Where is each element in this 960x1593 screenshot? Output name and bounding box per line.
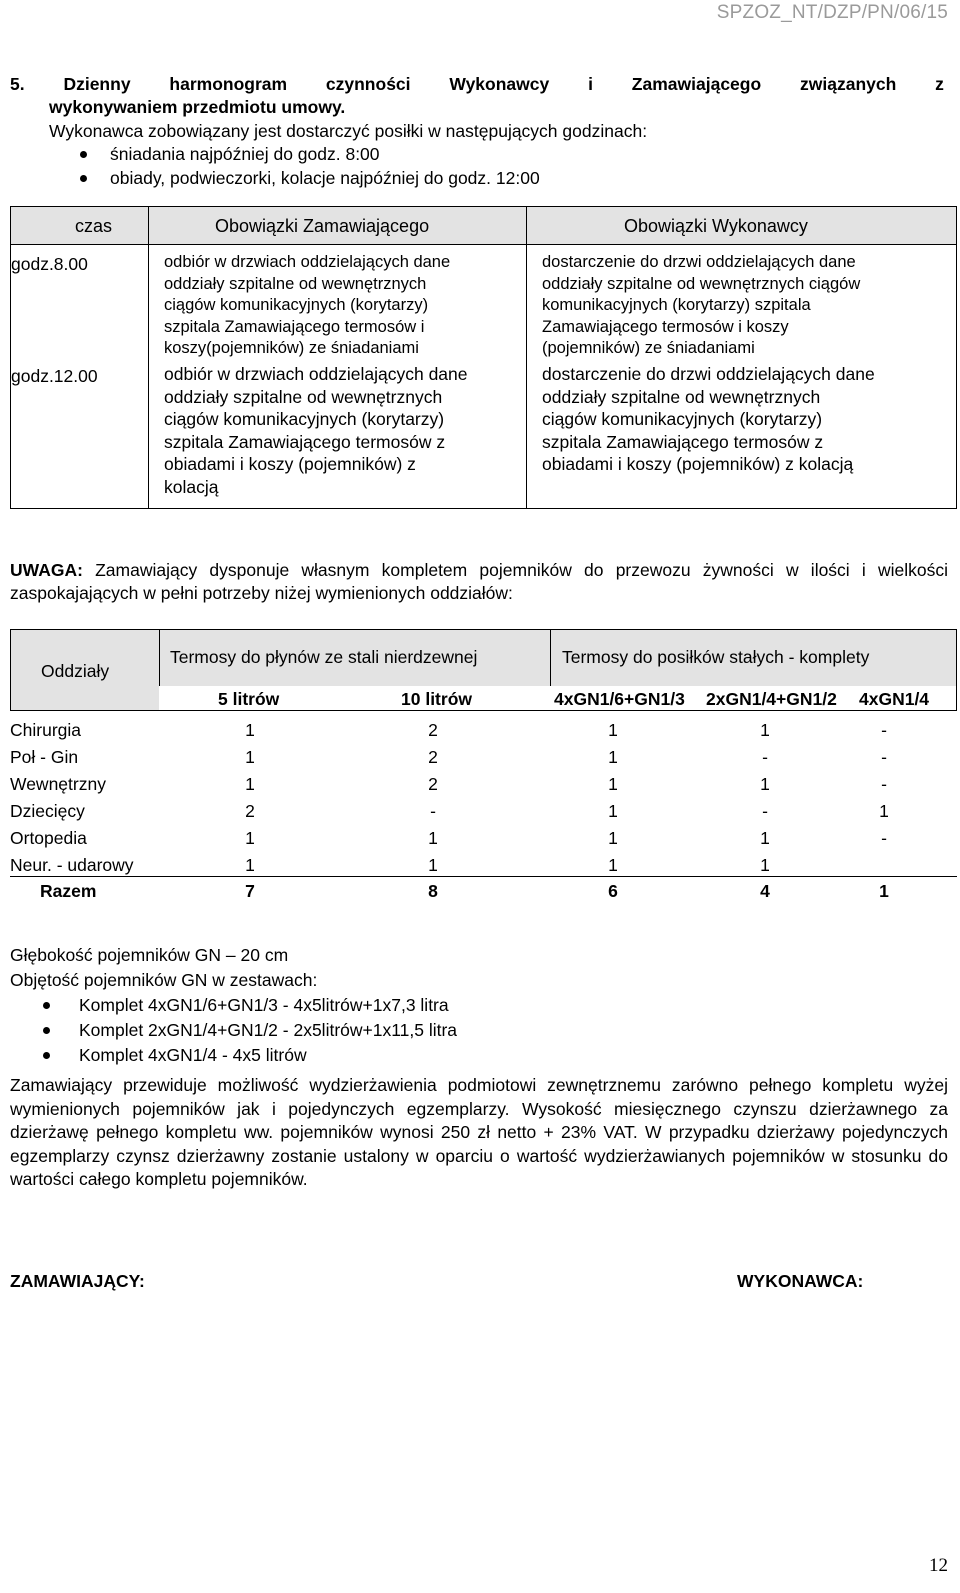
duty-line: komunikacyjnych (korytarzy) szpitala [542, 296, 811, 314]
header-time: czas [75, 216, 113, 236]
list-item-text: śniadania najpóźniej do godz. 8:00 [110, 144, 380, 164]
cell-value: 1 [608, 855, 618, 875]
total-value: 1 [879, 881, 889, 901]
row-name: Poł - Gin [10, 747, 79, 767]
total-value: 4 [760, 881, 770, 901]
duty-line: Zamawiającego termosów i koszy [542, 317, 789, 336]
cell-value: 2 [428, 720, 438, 740]
row-contractor-duties [542, 363, 875, 476]
duty-line: obiadami i koszy (pojemników) z [164, 454, 416, 474]
duty-line: koszy(pojemników) ze śniadaniami [164, 339, 419, 357]
cell-value: 1 [608, 801, 618, 821]
cell-value: 1 [245, 774, 255, 794]
bullet-icon [43, 1002, 50, 1009]
bullet-icon [43, 1052, 50, 1059]
title-word: Zamawiającego [631, 74, 762, 94]
total-value: 8 [428, 881, 438, 901]
section-title-line2: wykonywaniem przedmiotu umowy. [49, 97, 346, 117]
list-item [79, 1044, 307, 1067]
cell-value: 1 [245, 855, 255, 875]
cell-value: 1 [608, 774, 618, 794]
duty-line: ciągów komunikacyjnych (korytarzy) [164, 409, 445, 429]
document-code: SPZOZ_NT/DZP/PN/06/15 [716, 2, 948, 23]
subheader-5l: 5 litrów [218, 689, 280, 709]
title-word: 5. [10, 74, 25, 94]
row-name: Dziecięcy [10, 801, 85, 821]
column-divider [148, 207, 149, 508]
cell-value: 1 [760, 828, 770, 848]
cell-value: - [881, 828, 887, 848]
cell-value: 1 [608, 828, 618, 848]
list-item [110, 167, 540, 190]
list-item-text: Komplet 2xGN1/4+GN1/2 - 2x5litrów+1x11,5 litra [79, 1020, 458, 1040]
subheader-gn-b: 2xGN1/4+GN1/2 [706, 689, 837, 709]
row-name: Chirurgia [10, 720, 81, 740]
cell-value: - [762, 801, 768, 821]
column-divider [526, 207, 527, 508]
duty-line: ciągów komunikacyjnych (korytarzy) [542, 409, 823, 429]
cell-value: 1 [879, 801, 889, 821]
cell-value: 2 [428, 747, 438, 767]
cell-value: 1 [428, 855, 438, 875]
cell-value: - [881, 747, 887, 767]
cell-value: 1 [608, 720, 618, 740]
row-orderer-duties [164, 363, 468, 498]
table-border [956, 629, 957, 711]
cell-value: - [762, 747, 768, 767]
subheader-gn-a: 4xGN1/6+GN1/3 [554, 689, 685, 709]
cell-value: 1 [760, 774, 770, 794]
col-group-solid: Termosy do posiłków stałych - komplety [562, 647, 870, 667]
total-value: 7 [245, 881, 255, 901]
list-item-text: obiady, podwieczorki, kolacje najpóźniej do godz. 12:00 [110, 168, 540, 188]
duty-line: dostarczenie do drzwi oddzielających dane [542, 253, 856, 271]
title-word: Wykonawcy [449, 74, 550, 94]
table-border [159, 629, 160, 686]
list-item-text: Komplet 4xGN1/6+GN1/3 - 4x5litrów+1x7,3 litra [79, 995, 449, 1015]
title-word: harmonogram [169, 74, 288, 94]
row-orderer-duties [164, 252, 450, 360]
list-item-text: Komplet 4xGN1/4 - 4x5 litrów [79, 1045, 307, 1065]
note-paragraph [10, 559, 948, 605]
header-orderer: Obowiązki Zamawiającego [215, 216, 430, 236]
title-word: Dzienny [63, 74, 131, 94]
title-word: i [588, 74, 593, 94]
col-group-liquid: Termosy do płynów ze stali nierdzewnej [170, 647, 478, 667]
duty-line: oddziały szpitalne od wewnętrznych [164, 386, 443, 407]
bullet-icon [43, 1027, 50, 1034]
cell-value: 2 [428, 774, 438, 794]
duty-line: szpitala Zamawiającego termosów z [542, 431, 824, 452]
duty-line: odbiór w drzwiach oddzielających dane [164, 253, 451, 271]
cell-value: 2 [245, 801, 255, 821]
col-oddzialy: Oddziały [41, 661, 110, 681]
table-border [10, 629, 11, 711]
duty-line: obiadami i koszy (pojemników) z kolacją [542, 454, 854, 474]
cell-value: 1 [608, 747, 618, 767]
total-separator [10, 876, 957, 877]
duty-line: dostarczenie do drzwi oddzielających dane [542, 364, 875, 384]
section-title [10, 73, 944, 119]
duty-line: odbiór w drzwiach oddzielających dane [164, 364, 468, 384]
table-border [10, 629, 957, 630]
duty-table [10, 206, 957, 509]
page-number: 12 [929, 1555, 948, 1576]
duty-line: oddziały szpitalne od wewnętrznych ciągów [542, 274, 861, 293]
list-item [110, 143, 380, 166]
row-name: Wewnętrzny [10, 774, 106, 794]
duty-line: oddziały szpitalne od wewnętrznych [542, 386, 821, 407]
cell-value: - [881, 720, 887, 740]
duty-table-header [11, 207, 956, 245]
duty-line: szpitala Zamawiającego termosów i [164, 317, 425, 336]
cell-value: 1 [245, 720, 255, 740]
cell-value: - [881, 774, 887, 794]
cell-value: - [430, 801, 436, 821]
cell-value: 1 [760, 855, 770, 875]
note-text: Zamawiający dysponuje własnym kompletem pojemników do przewozu żywności w ilości i wielkości zaspokajających w pełni potrzeby niżej wymienionych oddziałów: [10, 560, 948, 603]
total-value: 6 [608, 881, 618, 901]
signature-orderer: ZAMAWIAJĄCY: [10, 1271, 145, 1291]
cell-value: 1 [245, 828, 255, 848]
duty-line: oddziały szpitalne od wewnętrznych [164, 274, 427, 293]
list-item [79, 1019, 457, 1042]
cell-value: 1 [760, 720, 770, 740]
duty-line: szpitala Zamawiającego termosów z [164, 431, 446, 452]
list-item [79, 994, 449, 1017]
cell-value: 1 [428, 828, 438, 848]
gn-volume-title: Objętość pojemników GN w zestawach: [10, 970, 318, 990]
bullet-icon [80, 175, 87, 182]
signature-contractor: WYKONAWCA: [737, 1271, 864, 1291]
table-border [10, 710, 957, 711]
cell-value: 1 [245, 747, 255, 767]
row-time: godz.12.00 [11, 366, 98, 386]
table-border [550, 629, 551, 686]
gn-depth: Głębokość pojemników GN – 20 cm [10, 945, 289, 965]
total-label: Razem [40, 881, 97, 901]
row-name: Neur. - udarowy [10, 855, 134, 875]
subheader-10l: 10 litrów [401, 689, 472, 709]
bullet-icon [80, 151, 87, 158]
lease-paragraph: Zamawiający przewiduje możliwość wydzierżawienia podmiotowi zewnętrznemu zarówno pełnego kompletu wyżej wymienionych pojemników jak i pojedynczych egzemplarzy. Wysokość miesięcznego czynszu dzierżawnego za dzierżawę pełnego kompletu ww. pojemników wynosi 250 zł netto + 23% VAT. W przypadku dzierżawy pojedynczych egzemplarzy czynsz dzierżawny zostanie ustalony w oparciu o wartość wydzierżawianych pojemników w stosunku do wartości całego kompletu pojemników. [10, 1075, 948, 1189]
note-label: UWAGA: [10, 560, 83, 580]
header-contractor: Obowiązki Wykonawcy [624, 216, 808, 236]
title-word: z [935, 74, 944, 94]
duty-line: (pojemników) ze śniadaniami [542, 339, 755, 357]
subheader-gn-c: 4xGN1/4 [859, 689, 930, 709]
duty-line: ciągów komunikacyjnych (korytarzy) [164, 296, 429, 314]
duty-line: kolacją [164, 476, 219, 497]
row-time: godz.8.00 [11, 254, 88, 274]
title-word: czynności [325, 74, 411, 94]
row-contractor-duties [542, 252, 860, 360]
title-word: związanych [800, 74, 897, 94]
intro-text: Wykonawca zobowiązany jest dostarczyć posiłki w następujących godzinach: [49, 121, 648, 141]
row-name: Ortopedia [10, 828, 87, 848]
